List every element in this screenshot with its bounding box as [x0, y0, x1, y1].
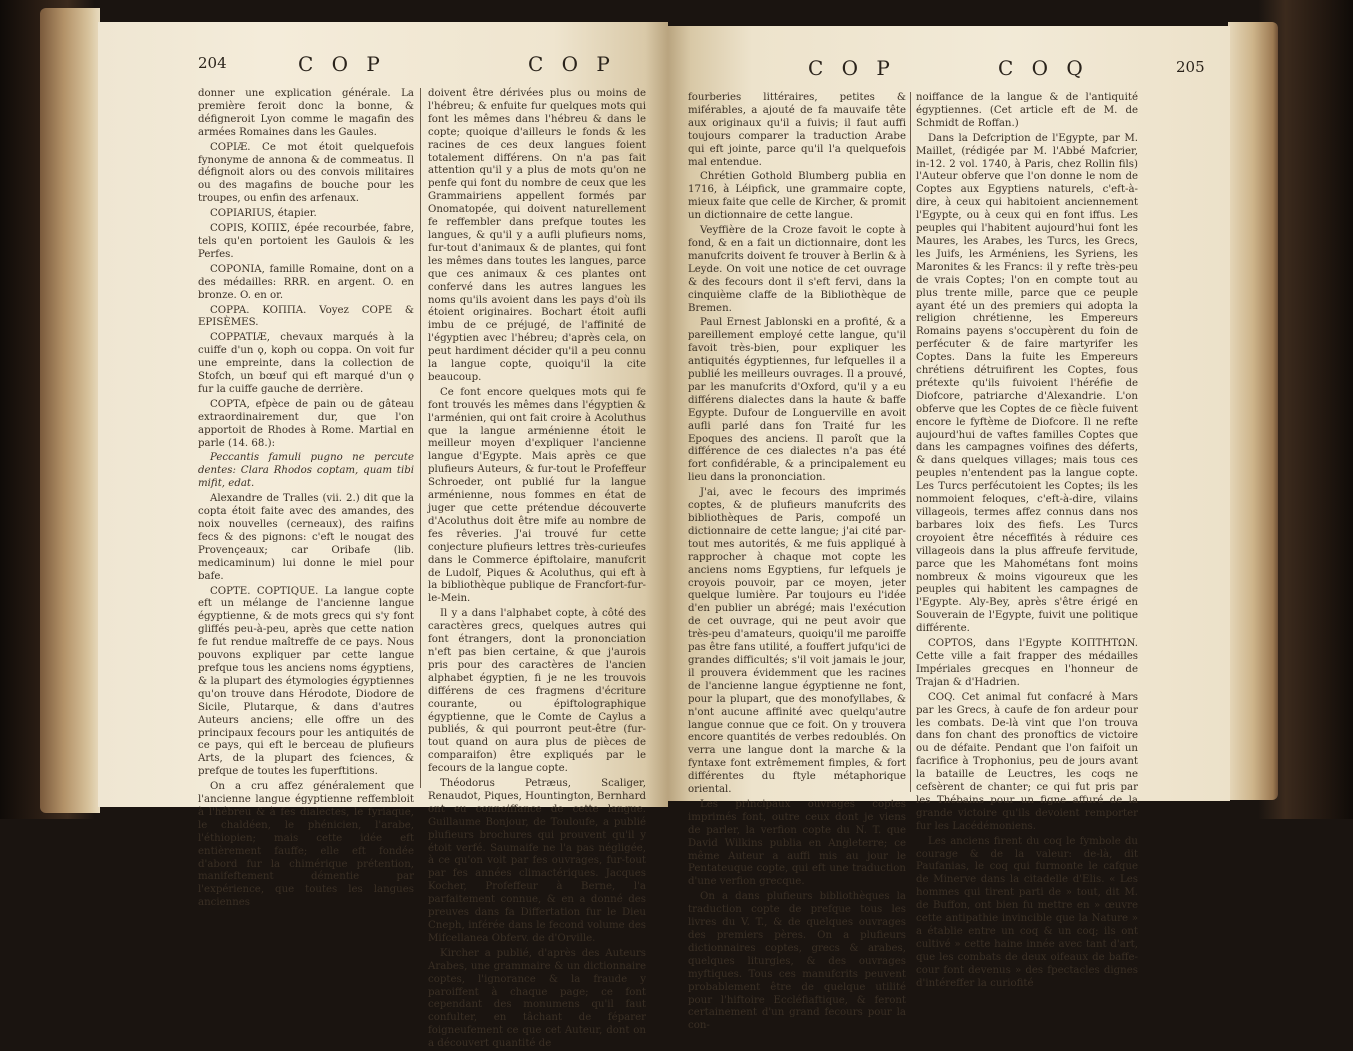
paragraph: COPIÆ. Ce mot étoit quelquefois fynonyme de annona & de commeatus. Il défignoit alors ou des convois militaires ou des magafins de bouche pour les troupes, ou enfin des arfenaux. [198, 141, 414, 205]
page-number-right: 205 [1176, 58, 1205, 76]
paragraph: Il y a dans l'alphabet copte, à côté des caractères grecs, quelques autres qui font étrangers, dont la prononciation n'eft pas bien certaine, & que j'aurois pris pour des caractères de l'ancien alphabet égyptien, fi je ne les trouvois différens de ces fragmens d'écriture courante, ou épiftolographique égyptienne, que le Comte de Caylus a publiés, & qui pourront peut-être (fur-tout quand on aura plus de pièces de comparaifon) être expliqués par le fecours de la langue copte. [428, 608, 646, 775]
paragraph: J'ai, avec le fecours des imprimés coptes, & de plufieurs manufcrits des bibliothèques de Paris, compofé un dictionnaire de cette langue; j'ai cité par-tout mes autorités, & me fuis appliqué à rapprocher à chaque mot copte les anciens noms Egyptiens, fur lefquels je croyois pouvoir, par ce moyen, jeter quelque lumière. Par toujours eu l'idée d'en publier un abrégé; mais l'exécution de cet ouvrage, qui ne peut avoir que très-peu d'amateurs, quoiqu'il me paroiffe pas être fans utilité, a fouffert jufqu'ici de grandes difficultés; s'il voit jamais le jour, il prouvera évidemment que les racines de l'ancienne langue égyptienne ne font, pour la plupart, que des monofyllabes, & n'ont aucune affinité avec quelqu'autre langue connue que ce foit. On y trouvera encore quantités de verbes redoublés. On verra une langue dont la marche & la fyntaxe font extrêmement fimples, & fort différentes du ftyle métaphorique oriental. [688, 487, 906, 796]
right-column-a [688, 92, 906, 1032]
paragraph: Alexandre de Tralles (vii. 2.) dit que la copta étoit faite avec des amandes, des noix nouvelles (cerneaux), des raifins fecs & des pignons: c'eft le nougat des Provençeaux; car Oribafe (lib. medicaminum) lui donne le miel pour bafe. [198, 493, 414, 582]
column-divider [910, 92, 911, 792]
paragraph: On a dans plufieurs bibliothèques la traduction copte de prefque tous les livres du V. T., & de quelques ouvrages des premiers pères. On a plufieurs dictionnaires coptes, grecs & arabes, quelques liturgies, & des ouvrages myftiques. Tous ces manufcrits peuvent probablement être de quelque utilité pour l'hiftoire Eccléfiaftique, & feront certainement d'un grand fecours pour la con- [688, 891, 906, 1032]
paragraph: Ce font encore quelques mots qui fe font trouvés les mêmes dans l'égyptien & l'arménien, qui ont fait croire à Acoluthus que la langue arménienne étoit le meilleur moyen d'expliquer l'ancienne langue d'Egypte. Mais après ce que plufieurs Auteurs, & fur-tout le Profeffeur Schroeder, ont publié fur la langue arménienne, nous fommes en état de juger que cette prétendue découverte d'Acoluthus doit être mife au nombre de fes rêveries. J'ai trouvé fur cette conjecture plufieurs lettres très-curieufes dans le Commerce épiftolaire, manufcrit de Ludolf, Piques & Acoluthus, qui eft à la bibliothèque publique de Francfort-fur-le-Mein. [428, 386, 646, 605]
paragraph: Chrétien Gothold Blumberg publia en 1716, à Léipfick, une grammaire copte, mieux faite que celle de Kircher, & promit un dictionnaire de cette langue. [688, 171, 906, 222]
page-number-left: 204 [198, 54, 227, 72]
paragraph: COPTA, efpèce de pain ou de gâteau extraordinairement dur, que l'on apportoit de Rhodes à Rome. Martial en parle (14. 68.): [198, 398, 414, 449]
quotation: Peccantis famuli pugno ne percute dentes: Clara Rhodos coptam, quam tibi mifit, edat. [198, 452, 414, 490]
running-head-left: C O P [298, 52, 386, 76]
running-head-right-a: C O P [808, 56, 896, 80]
paragraph: noiffance de la langue & de l'antiquité égyptiennes. (Cet article eft de M. de Schmidt de Roffan.) [916, 92, 1138, 129]
paragraph: Les principaux ouvrages coptes imprimés font, outre ceux dont je viens de parler, la verfion copte du N. T. que David Wilkins publia en Angleterre; ce même Auteur a auffi mis au jour le Pentateuque copte, qui eft une traduction d'une verfion grecque. [688, 798, 906, 888]
left-column-a [198, 88, 414, 909]
paragraph: Dans la Defcription de l'Egypte, par M. Maillet, (rédigée par M. l'Abbé Mafcrier, in-12. 2 vol. 1740, à Paris, chez Rollin fils) l'Auteur obferve que l'on donne le nom de Coptes aux Egyptiens naturels, c'eft-à-dire, à ceux qui habitoient anciennement l'Egypte, ou à ceux qui en font iffus. Les peuples qui l'habitent aujourd'hui font les Maures, les Arabes, les Turcs, les Grecs, les Juifs, les Arméniens, les Syriens, les Maronites & les Francs: il y refte très-peu de vrais Coptes; l'on en compte tout au plus trente mille, parce que ce peuple ayant été un des premiers qui adopta la religion chrétienne, les Empereurs Romains payens s'occupèrent du foin de perfécuter & de faire martyrifer les Coptes. Dans la fuite les Empereurs chrétiens détruifirent les Coptes, fous prétexte qu'ils fuivoient l'héréfie de Diofcore, patriarche d'Alexandrie. L'on obferve que les Coptes de ce fiècle fuivent encore le fyftème de Diofcore. Il ne refte aujourd'hui de vaftes familles Coptes que dans les campagnes voifines des déferts, & dans quelques villages; mais tous ces peuples n'entendent pas la langue copte. Les Turcs perfécutoient les Coptes; ils les nommoient feloques, c'eft-à-dire, vilains villageois, termes affez connus dans nos barbares loix des fiefs. Les Turcs croyoient être néceffités à réduire ces villageois dans la plus affreufe fervitude, parce que les Mahométans font moins nombreux & moins vigoureux que les peuples qui habitent les campagnes de l'Egypte. Aly-Bey, après s'être érigé en Souverain de l'Egypte, fuivit une politique différente. [916, 132, 1138, 635]
book-edge-right [1228, 22, 1278, 800]
book-edge-left [40, 8, 100, 813]
column-divider [420, 88, 421, 788]
paragraph: COPPATIÆ, chevaux marqués à la cuiffe d'un ϙ, koph ou coppa. On voit fur une empreinte, dans la collection de Stofch, un bœuf qui eft marqué d'un ϙ fur la cuiffe gauche de derrière. [198, 332, 414, 395]
paragraph: COPIARIUS, étapier. [210, 208, 317, 220]
paragraph: COQ. Cet animal fut confacré à Mars par les Grecs, à caufe de fon ardeur pour les combats. De-là vint que l'on trouva dans fon chant des pronoftics de victoire ou de défaite. Pendant que l'on faifoit un facrifice à Trophonius, peu de jours avant la bataille de Leuctres, les coqs ne cefsèrent de chanter; ce qui fut pris par les Thébains pour un figne affuré de la grande victoire qu'ils devoient remporter fur les Lacédémoniens. [916, 691, 1138, 832]
paragraph: Veyffière de la Croze favoit le copte à fond, & en a fait un dictionnaire, dont les manufcrits doivent fe trouver à Berlin & à Leyde. On voit une notice de cet ouvrage & des fecours dont il s'eft fervi, dans la cinquième claffe de la Bibliothèque de Bremen. [688, 225, 906, 314]
paragraph: COPTOS, dans l'Egypte KOΠTΗTΩN. Cette ville a fait frapper des médailles Impériales grecques en l'honneur de Trajan & d'Hadrien. [916, 638, 1138, 688]
paragraph: doivent être dérivées plus ou moins de l'hébreu; & enfuite fur quelques mots qui font les mêmes dans l'hébreu & dans le copte; quoique d'ailleurs le fonds & les racines de ces deux langues foient totalement différens. On n'a pas fait attention qu'il y a plus de mots qu'on ne penfe qui font du nombre de ceux que les Grammairiens appellent formés par Onomatopée, qui doivent naturellement fe reffembler dans prefque toutes les langues, & qu'il y a aufli plufieurs noms, fur-tout d'animaux & de plantes, qui font les mêmes dans toutes les langues, parce que ces animaux & ces plantes ont confervé dans les autres langues les noms qu'ils avoient dans les pays d'où ils étoient originaires. Bochart étoit aufli imbu de ce préjugé, de l'affinité de l'égyptien avec l'hébreu; d'après cela, on peut hardiment décider qu'il a peu connu la langue copte, quoiqu'il la cite beaucoup. [428, 88, 646, 383]
right-page [668, 26, 1230, 1032]
paragraph: Les anciens firent du coq le fymbole du courage & de la valeur: de-là, dit Paufanias, le coq qui furmonte le cafque de Minerve dans la citadelle d'Elis. « Les hommes qui tirent parti de » tout, dit M. de Buffon, ont bien fu mettre en » œuvre cette antipathie invincible que la Nature » a établie entre un coq & un coq; ils ont cultivé » cette haine innée avec tant d'art, que les combats de deux oifeaux de baffe-cour font devenus » des fpectacles dignes d'intéreffer la curiofité [916, 835, 1138, 989]
paragraph: donner une explication générale. La première feroit donc la bonne, & défigneroit Lyon comme le magafin des armées Romaines dans les Gaules. [198, 88, 414, 138]
paragraph: COPIS, KOΠIΣ, épée recourbée, fabre, tels qu'en portoient les Gaulois & les Perfes. [198, 223, 414, 260]
paragraph: COPONIA, famille Romaine, dont on a des médailles: RRR. en argent. O. en bronze. O. en or. [198, 263, 414, 301]
left-page [98, 22, 668, 1050]
paragraph: fourberies littéraires, petites & miférables, a ajouté de fa mauvaife tête aux originaux qu'il a fuivis; il faut auffi toujours comparer la traduction Arabe qui eft jointe, parce qu'il l'a quelquefois mal entendue. [688, 92, 906, 168]
left-column-b [428, 88, 646, 1050]
right-column-b [916, 92, 1138, 989]
paragraph: Kircher a publié, d'après des Auteurs Arabes, une grammaire & un dictionnaire coptes, l'ignorance & la fraude y paroiffent à chaque page; ce font cependant des monumens qu'il faut confulter, en tâchant de féparer foigneufement ce que cet Auteur, dont on a découvert quantité de [428, 947, 646, 1050]
paragraph: On a cru affez généralement que l'ancienne langue égyptienne reffembloit à l'hébreu & à fes dialectes, le fyriaque, le chaldéen, le phénicien, l'arabe, l'éthiopien; mais cette idée eft entièrement fauffe; elle eft fondée d'abord fur la chimérique prétention, manifeftement démentie par l'expérience, que toutes les langues anciennes [198, 781, 414, 909]
running-head-left-b: C O P [528, 52, 616, 76]
paragraph: Paul Ernest Jablonski en a profité, & a pareillement employé cette langue, qu'il favoit très-bien, pour expliquer les antiquités égyptiennes, fur lefquelles il a publié les meilleurs ouvrages. Il a prouvé, par les manufcrits d'Oxford, qu'il y a eu différens dialectes dans la haute & baffe Egypte. Dufour de Longuerville en avoit aufli parlé dans fon Traité fur les Epoques des anciens. Il paroît que la différence de ces dialectes n'a pas été fort confidérable, & a principalement eu lieu dans la prononciation. [688, 317, 906, 484]
paragraph: COPPA. KOΠΠA. Voyez COPE & EPISÈMES. [198, 304, 414, 329]
paragraph: Théodorus Petræus, Scaliger, Renaudot, Piques, Hountington, Bernhard ont eu connoiffance de cette langue. Guillaume Bonjour, de Touloufe, a publié plufieurs brochures qui prouvent qu'il y étoit verfé. Saumaife ne l'a pas négligée, à ce qu'on voit par fes ouvrages, fur-tout par fes années climactériques. Jacques Kocher, Profeffeur à Berne, l'a parfaitement connue, & en a donné des preuves dans fa Differtation fur le Dieu Cneph, inférée dans le fecond volume des Mifcellanea Obferv. de d'Orville. [428, 778, 646, 944]
running-head-right-b: C O Q [998, 56, 1089, 80]
paragraph: COPTE. COPTIQUE. La langue copte eft un mélange de l'ancienne langue égyptienne, & de mots grecs qui s'y font gliffés peu-à-peu, après que cette nation fe fut rendue maîtreffe de ce pays. Nous pouvons expliquer par cette langue prefque tous les anciens noms égyptiens, & la plupart des étymologies égyptiennes qu'on trouve dans Hérodote, Diodore de Sicile, Plutarque, & dans d'autres Auteurs anciens; elle offre un des principaux fecours pour les antiquités de ce pays, qui eft le berceau de plufieurs Arts, de la plupart des fciences, & prefque de toutes les fuperftitions. [198, 585, 414, 778]
